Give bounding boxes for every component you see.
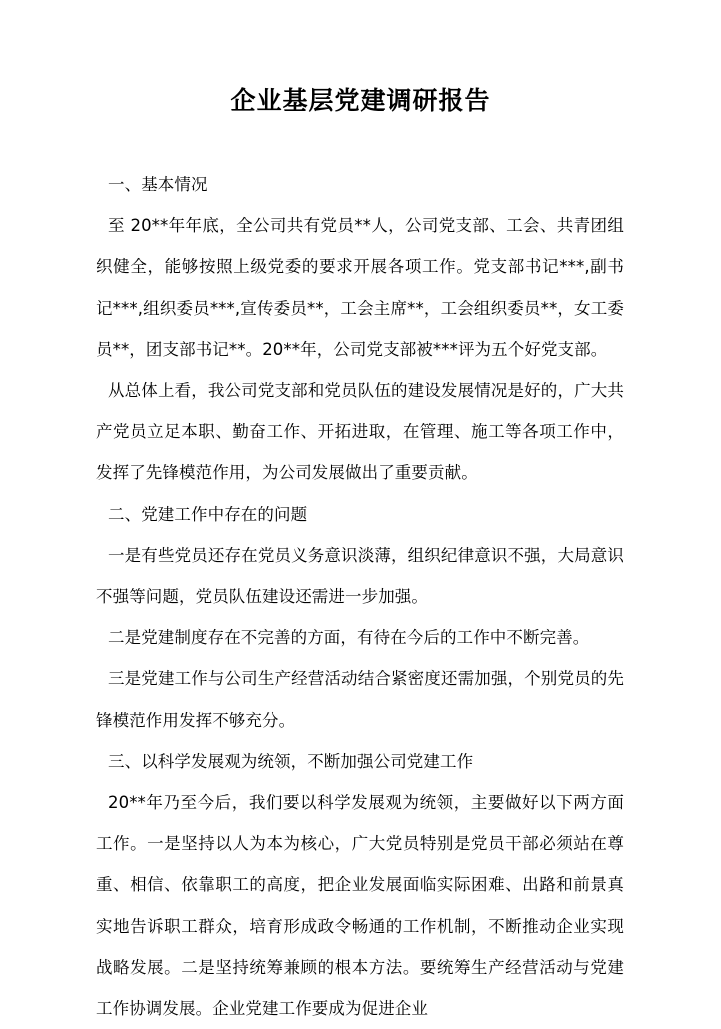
paragraph-2-3: 三是党建工作与公司生产经营活动结合紧密度还需加强，个别党员的先锋模范作用发挥不够充分。 bbox=[96, 669, 624, 730]
document-body bbox=[96, 164, 624, 1029]
section-heading-2: 二、党建工作中存在的问题 bbox=[108, 504, 308, 524]
paragraph-1-2: 从总体上看，我公司党支部和党员队伍的建设发展情况是好的，广大共产党员立足本职、勤奋工作、开拓进取，在管理、施工等各项工作中，发挥了先锋模范作用，为公司发展做出了重要贡献。 bbox=[96, 381, 624, 483]
paragraph-1-1: 至 20**年年底，全公司共有党员**人，公司党支部、工会、共青团组织健全，能够按照上级党委的要求开展各项工作。党支部书记***,副书记***,组织委员***,宣传委员**，工会主席**，工会组织委员**，女工委员**，团支部书记**。20**年，公司党支部被***评为五个好党支部。 bbox=[96, 216, 624, 359]
page-title: 企业基层党建调研报告 bbox=[230, 86, 491, 115]
section-heading-3: 三、以科学发展观为统领，不断加强公司党建工作 bbox=[108, 751, 474, 771]
paragraph-2-2: 二是党建制度存在不完善的方面，有待在今后的工作中不断完善。 bbox=[108, 628, 590, 648]
section-heading-1: 一、基本情况 bbox=[108, 175, 208, 194]
paragraph-2-1: 一是有些党员还存在党员义务意识淡薄，组织纪律意识不强，大局意识不强等问题，党员队伍建设还需进一步加强。 bbox=[96, 545, 624, 607]
paragraph-3-1: 20**年乃至今后，我们要以科学发展观为统领，主要做好以下两方面工作。一是坚持以人为本为核心，广大党员特别是党员干部必须站在尊重、相信、依靠职工的高度，把企业发展面临实际困难、出路和前景真实地告诉职工群众，培育形成政令畅通的工作机制，不断推动企业实现战略发展。二是坚持统筹兼顾的根本方法。要统筹生产经营活动与党建工作协调发展。企业党建工作要成为促进企业 bbox=[96, 793, 624, 1019]
